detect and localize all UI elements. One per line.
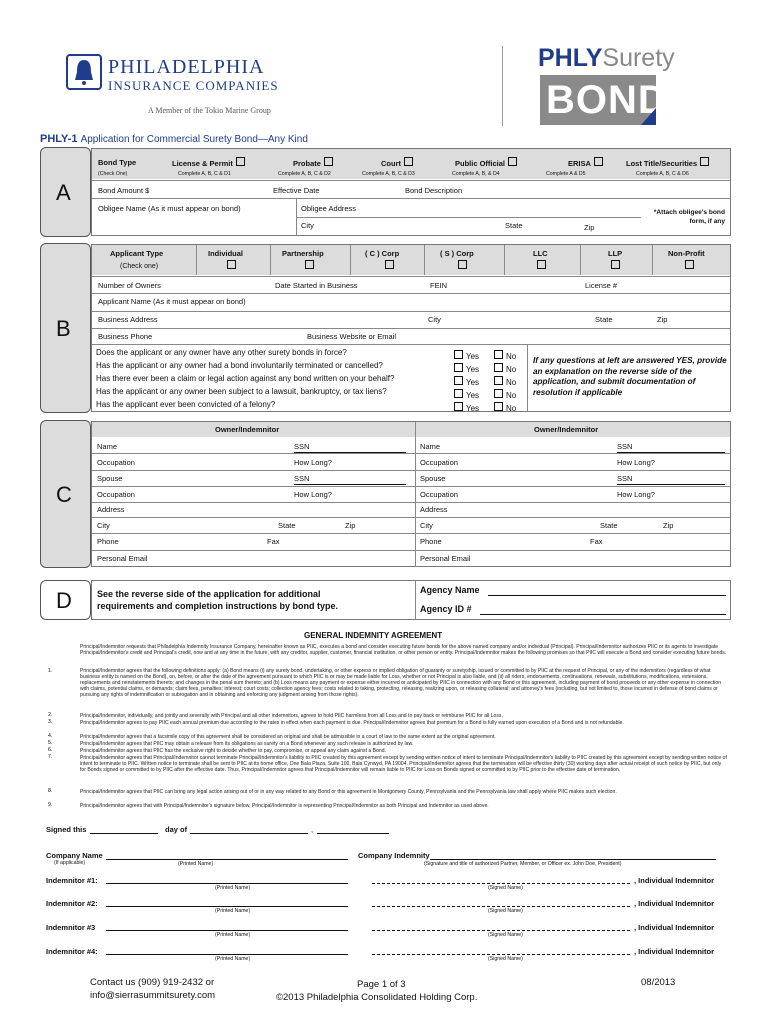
contact-email[interactable]: info@sierrasummitsurety.com xyxy=(90,990,216,1001)
agency-id-field[interactable]: Agency ID # xyxy=(420,604,472,614)
tokio-marine-member: A Member of the Tokio Marine Group xyxy=(148,106,271,115)
yes-option[interactable]: Yes xyxy=(454,346,479,364)
applicant-type-s-corp: ( S ) Corp xyxy=(440,249,474,258)
question-lawsuit: Has the applicant or any owner been subject to a lawsuit, bankruptcy, or tax liens? xyxy=(96,387,387,396)
obligee-city-field[interactable]: City xyxy=(301,221,314,230)
business-address-field[interactable]: Business Address xyxy=(98,315,158,324)
indemnity-item-9: Principal/Indemnitor agrees that with Principal/Indemnitor's signature below, Principal/Indemnitor is representing Principal/Indemnitor as both Principal and Indemnitor as used above. xyxy=(80,803,489,809)
lost-title-checkbox[interactable] xyxy=(700,157,709,166)
applicant-type-row xyxy=(92,245,730,275)
item-number: 8. xyxy=(48,788,53,794)
signed-name-note: (Signed Name) xyxy=(488,885,523,891)
fein-field[interactable]: FEIN xyxy=(430,281,448,290)
contact-phone: Contact us (909) 919-2432 or xyxy=(90,977,215,988)
owner1-how-long[interactable]: How Long? xyxy=(294,458,332,467)
indemnitor-3-label: Indemnitor #3 xyxy=(46,923,96,932)
llc-checkbox[interactable] xyxy=(537,260,546,269)
indemnitor-4-label: Indemnitor #4: xyxy=(46,947,98,956)
no-option[interactable]: No xyxy=(494,346,516,364)
indemnitor-1-label: Indemnitor #1: xyxy=(46,876,98,885)
number-of-owners-field[interactable]: Number of Owners xyxy=(98,281,161,290)
yes-explanation-note: If any questions at left are answered YES, provide an explanation on the reverse side of the application, and submit documentation of resolution if applicable xyxy=(533,356,727,397)
item-number: 9. xyxy=(48,802,53,808)
owner1-address[interactable]: Address xyxy=(97,505,125,514)
signed-name-note: (Signed Name) xyxy=(488,932,523,938)
owner2-fax[interactable]: Fax xyxy=(590,537,603,546)
owner1-occupation[interactable]: Occupation xyxy=(97,458,135,467)
printed-name-note: (Printed Name) xyxy=(215,885,251,891)
no-option[interactable]: No xyxy=(494,372,516,390)
no-option[interactable]: No xyxy=(494,398,516,416)
bond-logo: BOND xyxy=(540,75,656,125)
indemnity-item-3: Principal/Indemnitor agrees to pay PIIC each annual premium due according to the rates in effect when each payment is due. Principal/Indemnitor agrees that premium for a Bond is fully earned upon execution of a Bond and is not refundable. xyxy=(80,720,624,726)
bond-type-public-official[interactable]: Public Official xyxy=(455,153,517,171)
effective-date-field[interactable]: Effective Date xyxy=(273,186,320,195)
court-checkbox[interactable] xyxy=(404,157,413,166)
type-note: Complete A, B, C & D1 xyxy=(178,171,231,177)
owner2-spouse-occupation[interactable]: Occupation xyxy=(420,490,458,499)
indemnity-item-4: Principal/Indemnitor agrees that a facsimile copy of this agreement shall be considered an original and shall be admissible in a court of law to the same extent as the original agreement. xyxy=(80,734,496,740)
owner-indemnitor-header-2: Owner/Indemnitor xyxy=(534,425,599,434)
owner2-city[interactable]: City xyxy=(420,521,433,530)
yes-option[interactable]: Yes xyxy=(454,372,479,390)
owner2-spouse[interactable]: Spouse xyxy=(420,474,446,483)
owner2-name[interactable]: Name xyxy=(420,442,441,451)
business-website-field[interactable]: Business Website or Email xyxy=(307,332,397,341)
philadelphia-logo xyxy=(66,54,102,90)
indemnitor-3-signature-line[interactable] xyxy=(372,930,630,931)
applicant-type-llp: LLP xyxy=(608,249,623,258)
individual-indemnitor-2: , Individual Indemnitor xyxy=(634,899,715,908)
owner1-spouse-occupation[interactable]: Occupation xyxy=(97,490,135,499)
c-corp-checkbox[interactable] xyxy=(385,260,394,269)
question-felony: Has the applicant ever been convicted of a felony? xyxy=(96,400,276,409)
signature-title-note: (Signature and title of authorized Partner, Member, or Officer ex. John Doe, President) xyxy=(424,861,622,867)
applicant-type-c-corp: ( C ) Corp xyxy=(365,249,400,258)
printed-name-note: (Printed Name) xyxy=(178,861,214,867)
company-indemnity-line[interactable] xyxy=(430,859,716,860)
bond-type-license[interactable]: License & Permit xyxy=(172,153,245,171)
no-option[interactable]: No xyxy=(494,359,516,377)
applicant-type-label: Applicant Type xyxy=(110,249,164,258)
printed-name-note: (Printed Name) xyxy=(215,956,251,962)
owner1-state[interactable]: State xyxy=(278,521,296,530)
owner1-zip[interactable]: Zip xyxy=(345,521,356,530)
type-note: Complete A, B, C & D3 xyxy=(362,171,415,177)
printed-name-note: (Printed Name) xyxy=(215,908,251,914)
bond-type-label: Bond Type xyxy=(98,158,137,167)
indemnity-title: GENERAL INDEMNITY AGREEMENT xyxy=(304,631,443,640)
indemnitor-2-printed-line[interactable] xyxy=(106,906,348,907)
indemnitor-2-signature-line[interactable] xyxy=(372,906,630,907)
indemnity-intro: Principal/Indemnitor requests that Philadelphia Indemnity Insurance Company, hereinafter known as PIIC, executes a bond and consider executing future bonds for the above named company and/or individual (Principal). Principal/Indemnitor authorizes PIIC or its agents to investigate Principal/Indemnitor's credit and Principal's credit, now and at any time in the future, with any creditor, supplier, customer, financial institution, or other person or entity. Principal/Indemnitor makes the following promises so that PIIC will execute a Bond and consider executing future bonds. xyxy=(80,644,727,657)
business-phone-field[interactable]: Business Phone xyxy=(98,332,153,341)
indemnitor-3-printed-line[interactable] xyxy=(106,930,348,931)
public-official-checkbox[interactable] xyxy=(508,157,517,166)
signed-name-note: (Signed Name) xyxy=(488,956,523,962)
owner1-ssn[interactable]: SSN xyxy=(294,442,310,451)
item-number: 1. xyxy=(48,668,53,674)
obligee-state-field[interactable]: State xyxy=(505,221,523,230)
owner2-occupation[interactable]: Occupation xyxy=(420,458,458,467)
yes-option[interactable]: Yes xyxy=(454,359,479,377)
type-note: Complete A, B, & D4 xyxy=(452,171,500,177)
bond-description-field[interactable]: Bond Description xyxy=(405,186,463,195)
owner1-email[interactable]: Personal Email xyxy=(97,554,148,563)
type-note: Complete A, B, C & D2 xyxy=(278,171,331,177)
form-title: PHLY-1 Application for Commercial Surety Bond—Any Kind xyxy=(40,133,308,145)
s-corp-checkbox[interactable] xyxy=(458,260,467,269)
question-terminated: Has the applicant or any owner had a bond involuntarily terminated or cancelled? xyxy=(96,361,383,370)
yes-option[interactable]: Yes xyxy=(454,385,479,403)
owner2-spouse-how-long[interactable]: How Long? xyxy=(617,490,655,499)
question-other-bonds: Does the applicant or any owner have any other surety bonds in force? xyxy=(96,348,347,357)
type-note: Complete A, B, C & D6 xyxy=(636,171,689,177)
page-number: Page 1 of 3 xyxy=(357,979,406,990)
owner1-spouse-how-long[interactable]: How Long? xyxy=(294,490,332,499)
indemnitor-4-printed-line[interactable] xyxy=(106,954,348,955)
indemnity-item-7: Principal/Indemnitor agrees that Principal/Indemnitor cannot terminate Principal/Indemnitor's liability to PIIC created by this agreement except by sending written notice of intent to terminate Principal/Indemnitor's liability to PIIC created by this agreement except by sending written notice of intent to terminate to PIIC. Written notice to terminate shall be sent to PIIC at its home office, One Bala Plaza, Suite 100, Bala Cynwyd, PA 19004. Principal/Indemnitor agrees that the termination will be effective thirty (30) working days after actual receipt of such notice by PIIC, but only for Bonds signed or committed to by PIIC after the effective date. Thus, Principal/Indemnitor agrees that Principal/Indemnitor will remain liable to PIIC for Loss on Bonds signed or committed to by PIIC prior to the effective date of termination. xyxy=(80,755,727,774)
owner-indemnitor-header-1: Owner/Indemnitor xyxy=(215,425,280,434)
item-number: 3. xyxy=(48,719,53,725)
attach-obligee-note: *Attach obligee's bond form, if any xyxy=(653,209,725,225)
applicant-type-llc: LLC xyxy=(533,249,548,258)
bond-logo-corner xyxy=(641,108,656,125)
bond-type-probate[interactable]: Probate xyxy=(293,153,333,171)
indemnity-item-8: Principal/Indemnitor agrees that PIIC can bring any legal action arising out of or in any way related to any Bond or this agreement in Montgomery County, Pennsylvania and the Pennsylvania law shall apply where PIIC makes such election. xyxy=(80,789,617,795)
yes-option[interactable]: Yes xyxy=(454,398,479,416)
item-number: 5. xyxy=(48,740,53,746)
business-city-field[interactable]: City xyxy=(428,315,441,324)
signed-this-label: Signed this xyxy=(46,825,87,834)
item-number: 7. xyxy=(48,754,53,760)
owner1-phone[interactable]: Phone xyxy=(97,537,119,546)
bond-type-erisa[interactable]: ERISA xyxy=(568,153,603,171)
type-note: Complete A & D5 xyxy=(546,171,586,177)
applicant-type-individual: Individual xyxy=(208,249,244,258)
indemnitor-1-printed-line[interactable] xyxy=(106,883,348,884)
obligee-name-field[interactable]: Obligee Name (As it must appear on bond) xyxy=(98,204,241,213)
item-number: 4. xyxy=(48,733,53,739)
individual-indemnitor-3: , Individual Indemnitor xyxy=(634,923,715,932)
owner1-spouse[interactable]: Spouse xyxy=(97,474,123,483)
section-d-instructions-2: requirements and completion instructions by bond type. xyxy=(97,601,339,611)
applicant-name-field[interactable]: Applicant Name (As it must appear on bond) xyxy=(98,297,246,306)
copyright: ©2013 Philadelphia Consolidated Holding Corp. xyxy=(276,992,478,1003)
owner1-fax[interactable]: Fax xyxy=(267,537,280,546)
owner2-phone[interactable]: Phone xyxy=(420,537,442,546)
company-subname: INSURANCE COMPANIES xyxy=(108,78,279,93)
section-d-instructions-1: See the reverse side of the application for additional xyxy=(97,589,321,599)
day-of-label: day of xyxy=(165,825,188,834)
printed-name-note: (Printed Name) xyxy=(215,932,251,938)
company-name: PHILADELPHIA xyxy=(108,56,265,78)
business-zip-field[interactable]: Zip xyxy=(657,315,668,324)
non-profit-checkbox[interactable] xyxy=(685,260,694,269)
owner1-name[interactable]: Name xyxy=(97,442,118,451)
owner2-ssn[interactable]: SSN xyxy=(617,442,633,451)
owner2-spouse-ssn[interactable]: SSN xyxy=(617,474,633,483)
company-indemnity-label: Company Indemnity xyxy=(358,851,430,860)
header-divider xyxy=(502,46,503,126)
erisa-checkbox[interactable] xyxy=(594,157,603,166)
no-option[interactable]: No xyxy=(494,385,516,403)
indemnitor-1-signature-line[interactable] xyxy=(372,883,630,884)
bond-amount-field[interactable]: Bond Amount $ xyxy=(98,186,150,195)
applicant-type-partnership: Partnership xyxy=(282,249,324,258)
if-applicable-note: (If applicable) xyxy=(54,860,86,866)
form-date: 08/2013 xyxy=(641,977,676,988)
section-c-letter: C xyxy=(56,482,72,507)
applicant-type-non-profit: Non-Profit xyxy=(668,249,705,258)
owner2-state[interactable]: State xyxy=(600,521,618,530)
section-a-letter: A xyxy=(56,180,71,205)
section-b-letter: B xyxy=(56,316,71,341)
company-name-line[interactable] xyxy=(106,859,348,860)
owner1-city[interactable]: City xyxy=(97,521,110,530)
item-number: 6. xyxy=(48,747,53,753)
business-state-field[interactable]: State xyxy=(595,315,613,324)
question-claim: Has there ever been a claim or legal action against any bond written on your behalf? xyxy=(96,374,395,383)
date-started-field[interactable]: Date Started in Business xyxy=(275,281,358,290)
obligee-address-field[interactable]: Obligee Address xyxy=(301,204,357,213)
individual-checkbox[interactable] xyxy=(227,260,236,269)
company-name-label: Company Name xyxy=(46,851,103,860)
signed-name-note: (Signed Name) xyxy=(488,908,523,914)
item-number: 2. xyxy=(48,712,53,718)
indemnity-item-2: Principal/Indemnitor, individually, and jointly and severally with Principal and all other indemnitors, agrees to hold PIIC harmless from all Loss and to pay back or reimburse PIIC for all Loss. xyxy=(80,713,503,719)
indemnity-item-5: Principal/Indemnitor agrees that PIIC may obtain a release from its obligations as surety on a Bond whenever any such release is authorized by law. xyxy=(80,741,414,747)
indemnitor-4-signature-line[interactable] xyxy=(372,954,630,955)
probate-checkbox[interactable] xyxy=(324,157,333,166)
license-number-field[interactable]: License # xyxy=(585,281,618,290)
partnership-checkbox[interactable] xyxy=(305,260,314,269)
obligee-zip-field[interactable]: Zip xyxy=(584,223,595,232)
bond-type-court[interactable]: Court xyxy=(381,153,413,171)
indemnity-item-1: Principal/Indemnitor agrees that the following definitions apply: (a) Bond means (i) any surety bond, undertaking, or other express or implied obligation of guaranty or suretyship, issued or committed to by PIIC at the request of Principal, or any of the indemnitors (regardless of what business entity is named on the Bond), on, before, or after the date of the agreement pursuant to which PIIC is or may be made liable for Loss, whether or not Principal is also liable, and (ii) all riders, endorsements, continuations, renewals, substitutions, modifications, extensions, replacements and reinstatements thereto; and changes in the penal sum thereto; and (b) Loss means any payment or expense either incurred or anticipated by PIIC in connection with any Bond or this agreement, including payment of bond proceeds or any other expense in connection with claims, potential claims, or demands; claim fees, penalties; interest; court costs; collection agency fees; costs related to taking, protecting, releasing, realizing upon, or releasing collateral; and attorney's fees (including, but not limited to, those incurred in defense of bond claims or pursuing any rights of indemnification or subrogation and in obtaining and enforcing any judgment arising from those rights). xyxy=(80,668,722,699)
indemnitor-2-label: Indemnitor #2: xyxy=(46,899,98,908)
owner1-spouse-ssn[interactable]: SSN xyxy=(294,474,310,483)
agency-name-field[interactable]: Agency Name xyxy=(420,585,480,595)
section-d-letter: D xyxy=(56,588,72,613)
llp-checkbox[interactable] xyxy=(611,260,620,269)
license-checkbox[interactable] xyxy=(236,157,245,166)
indemnity-item-6: Principal/Indemnitor agrees that PIIC has the exclusive right to decide whether to pay, compromise, or appeal any claim against a Bond. xyxy=(80,748,386,754)
individual-indemnitor-1: , Individual Indemnitor xyxy=(634,876,715,885)
check-one-note: (Check one) xyxy=(120,263,159,270)
individual-indemnitor-4: , Individual Indemnitor xyxy=(634,947,715,956)
bond-type-lost-title[interactable]: Lost Title/Securities xyxy=(626,153,709,171)
owner-header-row xyxy=(92,422,730,437)
phly-surety-logo: PHLYSurety xyxy=(538,44,675,72)
owner2-email[interactable]: Personal Email xyxy=(420,554,471,563)
check-one-note: (Check One) xyxy=(98,171,128,177)
owner2-how-long[interactable]: How Long? xyxy=(617,458,655,467)
liberty-bell-icon xyxy=(68,56,100,88)
yes-no-column xyxy=(454,346,526,413)
owner2-address[interactable]: Address xyxy=(420,505,448,514)
owner2-zip[interactable]: Zip xyxy=(663,521,674,530)
